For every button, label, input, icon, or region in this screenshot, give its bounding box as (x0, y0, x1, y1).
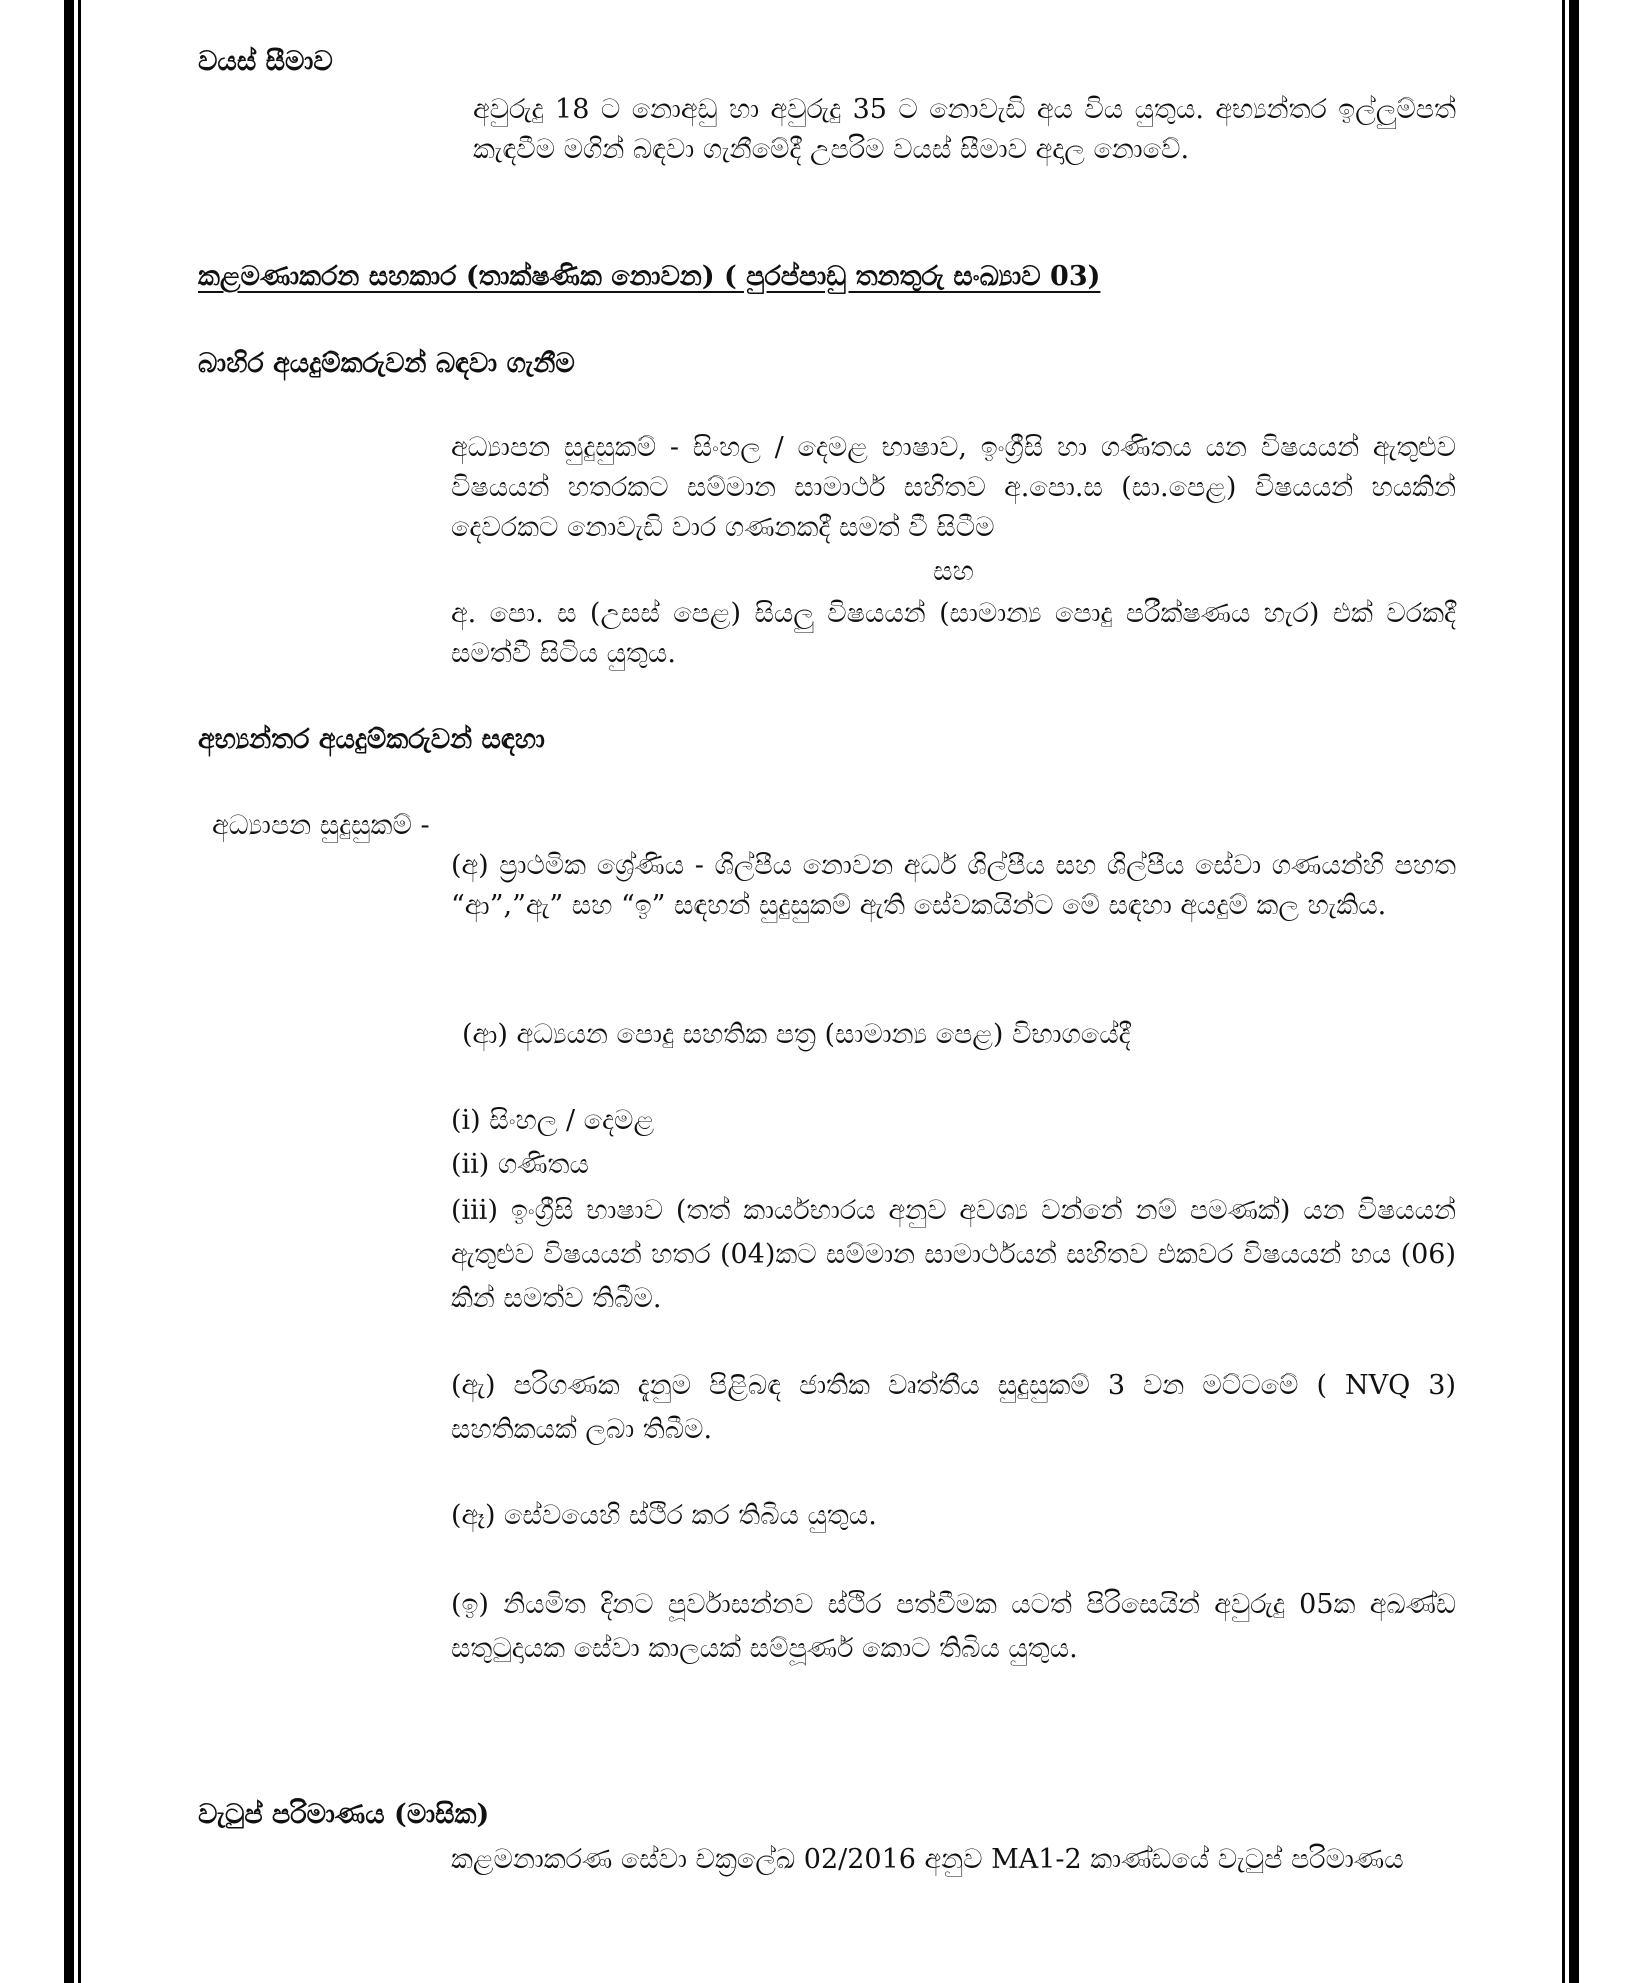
external-heading: බාහිර අයදුම්කරුවන් බඳවා ගැනීම (198, 348, 575, 379)
page-border-right (1569, 0, 1579, 1983)
internal-sub-ii: (ii) ගණිතය (451, 1149, 589, 1180)
salary-heading: වැටුප් පරිමාණය (මාසික) (198, 1799, 490, 1830)
external-conjunction: සහ (933, 556, 974, 587)
internal-sub-i: (i) සිංහල / දෙමළ (451, 1105, 655, 1136)
internal-item-i: (ඉ) නියමිත දිනට පූර්වාසන්නව ස්ථිර පත්වීමක යටත් පිරිසෙයින් අවුරුදු 05ක අඛණ්ඩ සතුටුදායක සේවා කාලයක් සම්පූර්ණ කොට තිබිය යුතුය. (451, 1589, 1456, 1664)
internal-item-aa: (ආ) අධ්‍යයන පොදු සහතික පත්‍ර (සාමාන්‍ය පෙළ) විභාගයේදී (462, 1019, 1131, 1050)
post-title: කළමණාකරන සහකාර (තාක්ෂණික නොවන) ( පුරප්පාඩු තනතුරු සංඛ්‍යාව 03) (198, 261, 1101, 292)
external-qualification-1: අධ්‍යාපන සුදුසුකම් - සිංහල / දෙමළ භාෂාව, ඉංග්‍රීසි හා ගණිතය යන විෂයයන් ඇතුළුව විෂයයන් හතරකට සම්මාන සාමාර්ථ සහිතව අ.පො.ස (සා.පෙළ) විෂයයන් හයකින් දෙවරකට නොවැඩි වාර ගණනකදී සමත් වී සිටීම (451, 432, 1456, 543)
salary-text: කළමනාකරණ සේවා චක්‍රලේඛ 02/2016 අනුව MA1-2 කාණ්ඩයේ වැටුප් පරිමාණය (451, 1844, 1404, 1875)
internal-sub-iii: (iii) ඉංග්‍රීසි භාෂාව (තත් කාර්යභාරය අනුව අවශ්‍ය වන්නේ නම් පමණක්) යන විෂයයන් ඇතුළුව විෂයයන් හතර (04)කට සම්මාන සාමාර්ථයන් සහිතව එකවර විෂයයන් හය (06) කින් සමත්ව තිබීම. (451, 1195, 1456, 1314)
internal-education-label: අධ්‍යාපන සුදුසුකම් - (212, 810, 430, 841)
internal-item-ae: (ඇ) පරිගණක දැනුම පිළිබඳ ජාතික වෘත්තීය සුදුසුකම් 3 වන මට්ටමේ ( NVQ 3) සහතිකයක් ලබා තිබීම. (451, 1370, 1456, 1445)
internal-item-a: (අ) ප්‍රාථමික ශ්‍රේණිය - ශිල්පීය නොවන අර්ධ ශිල්පීය සහ ශිල්පීය සේවා ගණයන්හි පහත “ආ”,”ඇ” සහ “ඉ” සඳහන් සුදුසුකම් ඇති සේවකයින්ට මේ සඳහා අයදුම් කල හැකිය. (451, 850, 1456, 921)
internal-item-aee: (ඈ) සේවයෙහි ස්ථිර කර තිබිය යුතුය. (451, 1500, 877, 1531)
page-border-right-inner (1562, 0, 1565, 1983)
age-limit-text: අවුරුදු 18 ට නොඅඩු හා අවුරුදු 35 ට නොවැඩි අය විය යුතුය. අභ්‍යන්තර ඉල්ලුම්පත් කැඳවීම මගින් බඳවා ගැනීමේදී උපරිම වයස් සීමාව අදාල නොවේ. (473, 94, 1456, 165)
page-border-left-inner (78, 0, 81, 1983)
age-limit-heading: වයස් සීමාව (198, 46, 333, 77)
page-border-left (64, 0, 74, 1983)
internal-heading: අභ්‍යන්තර අයදුම්කරුවන් සඳහා (198, 724, 545, 755)
external-qualification-2: අ. පො. ස (උසස් පෙළ) සියලු විෂයයන් (සාමාන්‍ය පොදු පරීක්ෂණය හැර) එක් වරකදී සමත්වී සිටිය යුතුය. (451, 598, 1456, 669)
